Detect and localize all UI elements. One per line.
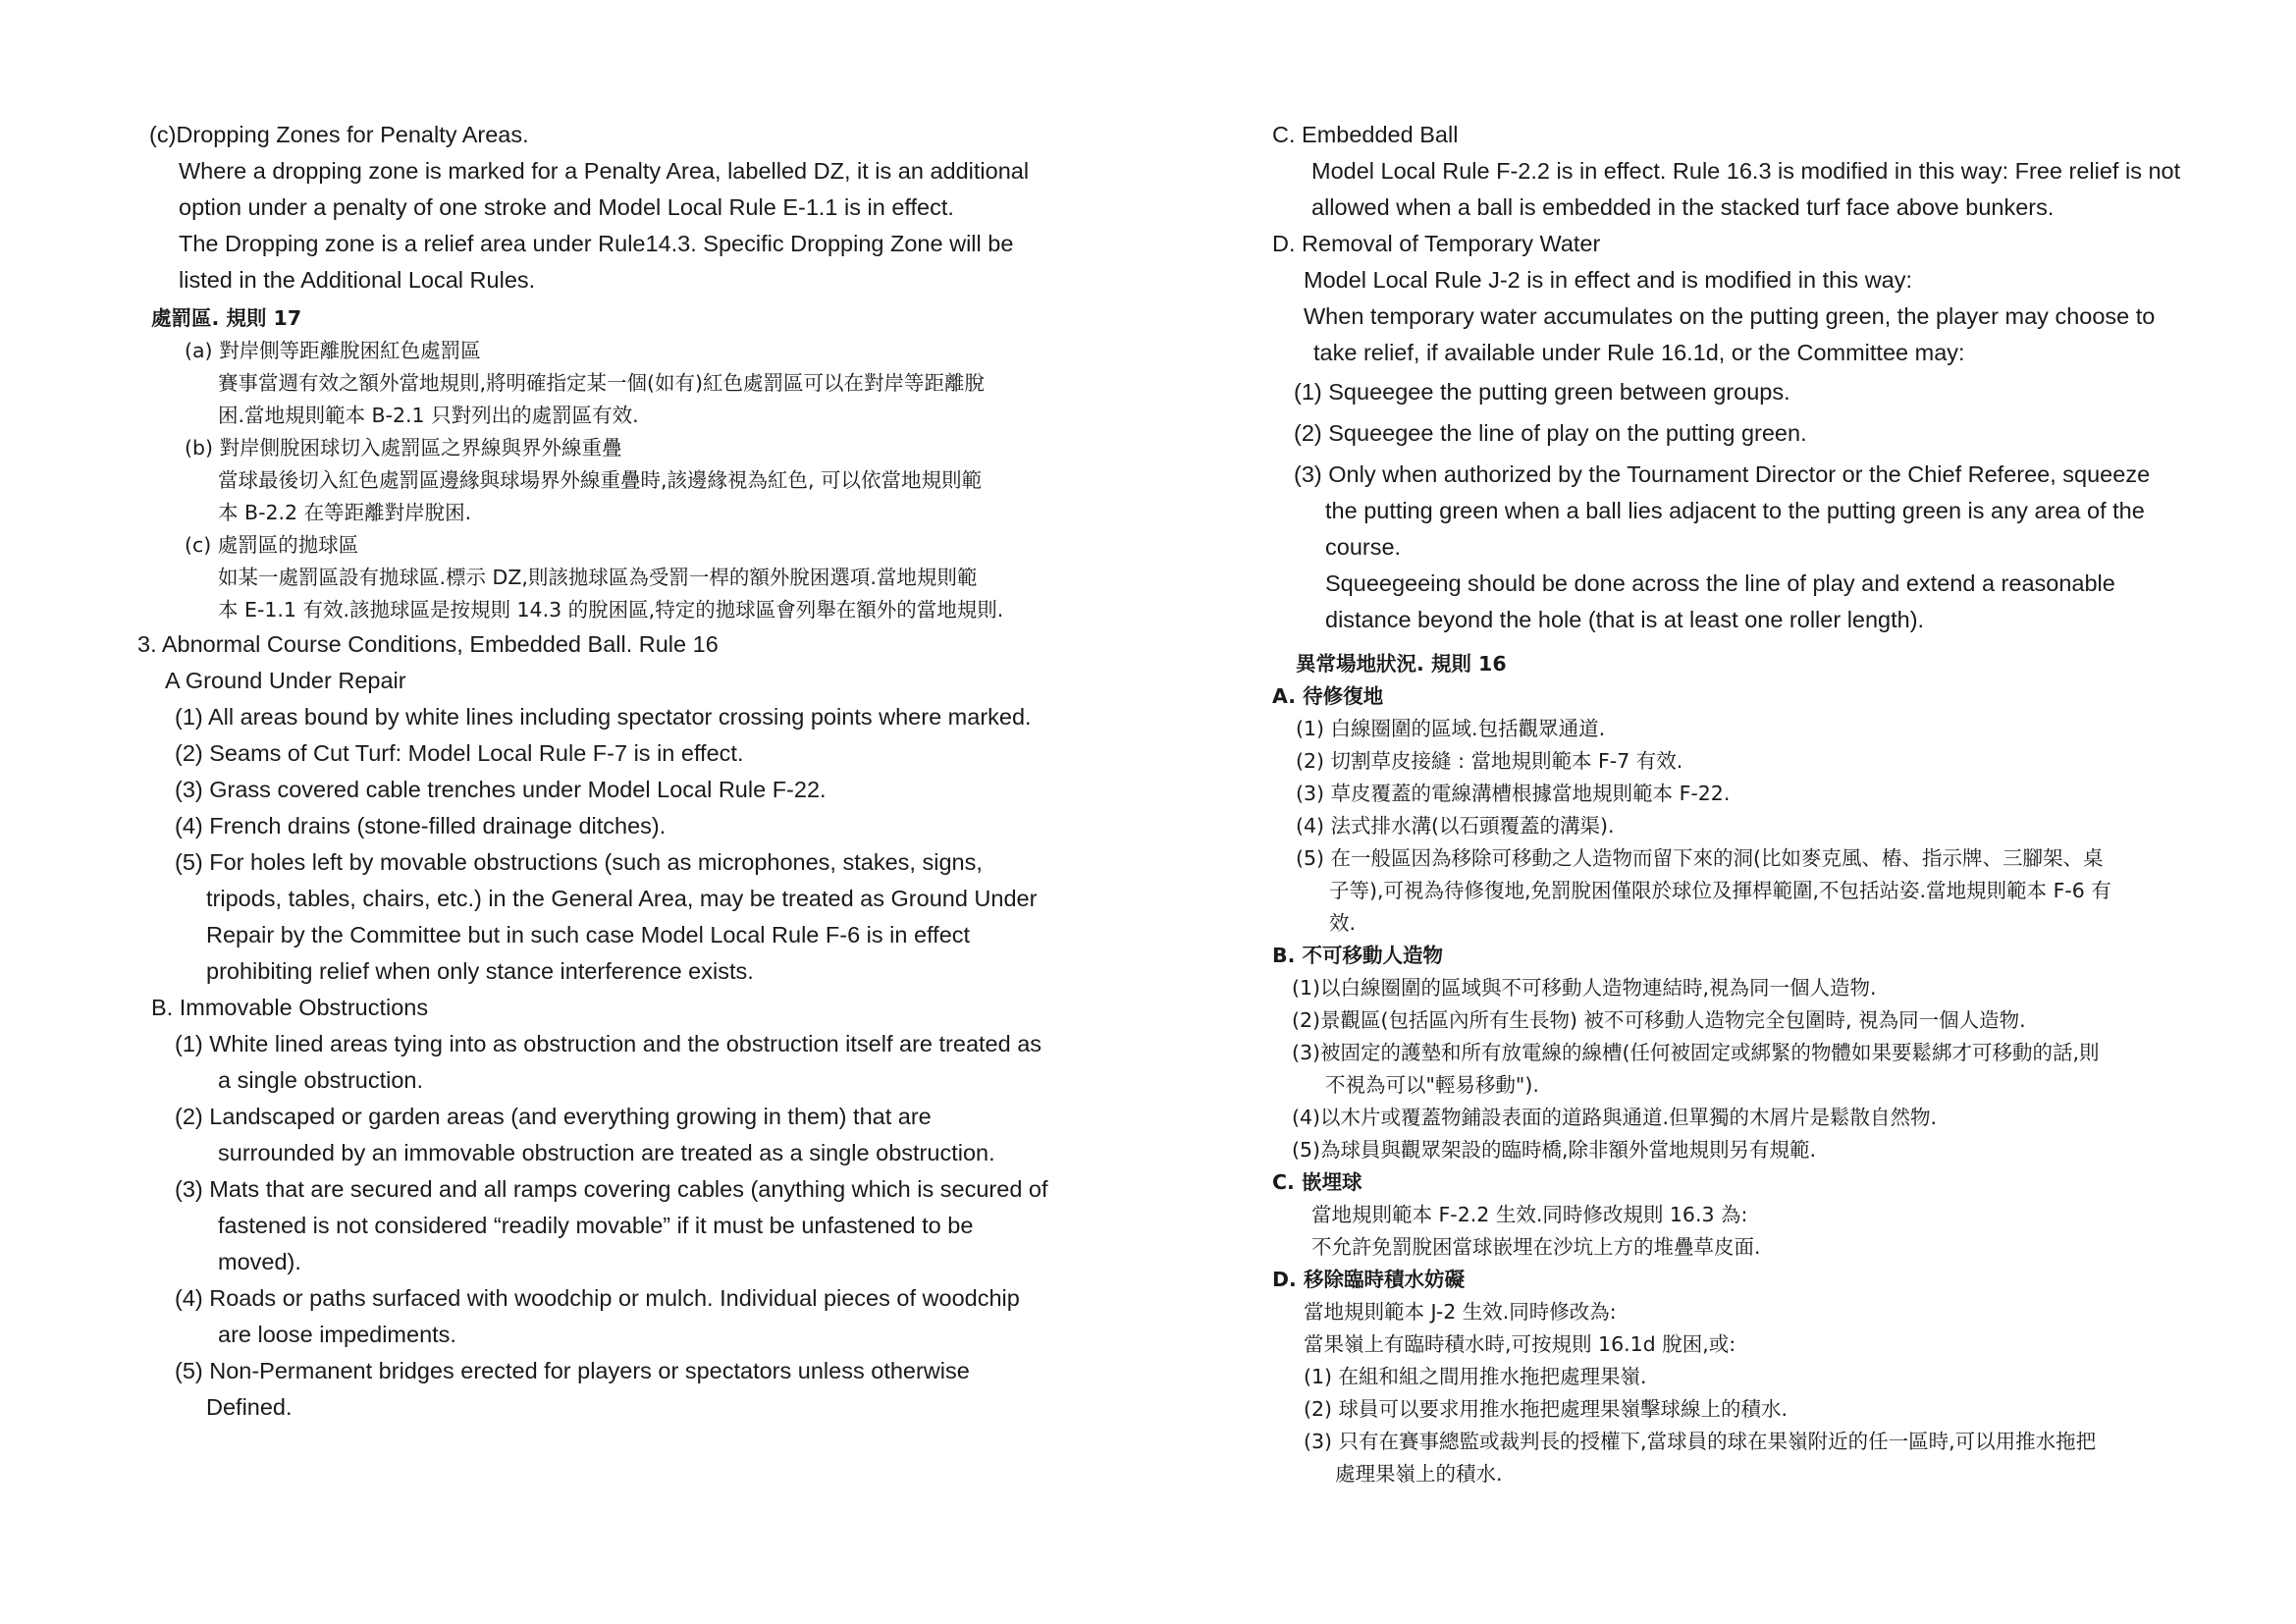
zh-subitem-title: (b) 對岸側脫困球切入處罰區之界線與界外線重疊 (185, 436, 622, 460)
zh-paragraph-line: 不允許免罰脫困當球嵌埋在沙坑上方的堆疊草皮面. (1311, 1235, 1761, 1259)
zh-list-item: (1) 在組和組之間用推水拖把處理果嶺. (1304, 1365, 1647, 1388)
zh-ground-under-repair-title: A. 待修復地 (1272, 684, 1384, 708)
zh-list-item: (4)以木片或覆蓋物鋪設表面的道路與通道.但單獨的木屑片是鬆散自然物. (1292, 1106, 1938, 1129)
list-item-continuation: moved). (218, 1249, 301, 1274)
zh-list-item: (2) 切割草皮接縫 : 當地規則範本 F-7 有效. (1296, 749, 1683, 773)
dropping-zones-title: (c)Dropping Zones for Penalty Areas. (149, 122, 529, 147)
list-item: (4) French drains (stone-filled drainage ditches). (175, 813, 667, 839)
paragraph-line: take relief, if available under Rule 16.1d, or the Committee may: (1313, 340, 1965, 365)
zh-subitem-title: (a) 對岸側等距離脫困紅色處罰區 (185, 339, 481, 362)
list-item-continuation: course. (1325, 534, 1402, 560)
zh-list-item: (5) 在一般區因為移除可移動之人造物而留下來的洞(比如麥克風、樁、指示牌、三腳架、桌 (1296, 846, 2104, 870)
list-item: (1) All areas bound by white lines including spectator crossing points where marked. (175, 704, 1032, 730)
zh-list-item: (1) 白線圈圍的區域.包括觀眾通道. (1296, 717, 1606, 740)
list-item-continuation: prohibiting relief when only stance interference exists. (206, 958, 754, 984)
zh-paragraph-line: 當地規則範本 J-2 生效.同時修改為: (1304, 1300, 1617, 1324)
paragraph-line: When temporary water accumulates on the putting green, the player may choose to (1304, 303, 2156, 329)
list-item-continuation: Repair by the Committee but in such case Model Local Rule F-6 is in effect (206, 922, 971, 947)
zh-list-item: (2) 球員可以要求用推水拖把處理果嶺擊球線上的積水. (1304, 1397, 1789, 1421)
right-column (1272, 117, 2205, 1490)
zh-temporary-water-title: D. 移除臨時積水妨礙 (1272, 1268, 1465, 1291)
zh-paragraph-line: 本 B-2.2 在等距離對岸脫困. (218, 501, 472, 524)
zh-list-item: (4) 法式排水溝(以石頭覆蓋的溝渠). (1296, 814, 1615, 838)
zh-paragraph-line: 本 E-1.1 有效.該拋球區是按規則 14.3 的脫困區,特定的拋球區會列舉在額外的當地規則. (218, 598, 1004, 622)
zh-paragraph-line: 當地規則範本 F-2.2 生效.同時修改規則 16.3 為: (1311, 1203, 1748, 1226)
list-item: (3) Grass covered cable trenches under Model Local Rule F-22. (175, 777, 827, 802)
zh-list-item: (5)為球員與觀眾架設的臨時橋,除非額外當地規則另有規範. (1292, 1138, 1817, 1162)
zh-list-item: (3) 草皮覆蓋的電線溝槽根據當地規則範本 F-22. (1296, 782, 1731, 805)
zh-list-item: (3)被固定的護墊和所有放電線的線槽(任何被固定或綁緊的物體如果要鬆綁才可移動的話,則 (1292, 1041, 2100, 1064)
zh-list-item: (2)景觀區(包括區內所有生長物) 被不可移動人造物完全包圍時, 視為同一個人造物. (1292, 1008, 2026, 1032)
list-item: (2) Landscaped or garden areas (and everything growing in them) that are (175, 1104, 932, 1129)
list-item-continuation: tripods, tables, chairs, etc.) in the General Area, may be treated as Ground Under (206, 886, 1038, 911)
paragraph-line: listed in the Additional Local Rules. (179, 267, 536, 293)
list-item: (5) For holes left by movable obstructions (such as microphones, stakes, signs, (175, 849, 983, 875)
zh-list-item-continuation: 子等),可視為待修復地,免罰脫困僅限於球位及揮桿範圍,不包括站姿.當地規則範本 F-6 有 (1329, 879, 2111, 902)
zh-paragraph-line: 當球最後切入紅色處罰區邊緣與球場界外線重疊時,該邊緣視為紅色, 可以依當地規則範 (218, 468, 983, 492)
list-item-continuation: distance beyond the hole (that is at least one roller length). (1325, 607, 1925, 632)
list-item-continuation: fastened is not considered “readily movable” if it must be unfastened to be (218, 1213, 974, 1238)
paragraph-line: Model Local Rule F-2.2 is in effect. Rule 16.3 is modified in this way: Free relief is not (1311, 158, 2181, 184)
left-column (137, 117, 1080, 1426)
paragraph-line: The Dropping zone is a relief area under Rule14.3. Specific Dropping Zone will be (179, 231, 1014, 256)
zh-section-title: 異常場地狀況. 規則 16 (1296, 652, 1507, 676)
zh-paragraph-line: 困.當地規則範本 B-2.1 只對列出的處罰區有效. (218, 404, 639, 427)
zh-list-item-continuation: 效. (1329, 911, 1357, 935)
zh-paragraph-line: 當果嶺上有臨時積水時,可按規則 16.1d 脫困,或: (1304, 1332, 1736, 1356)
list-item: (2) Squeegee the line of play on the putting green. (1294, 420, 1807, 446)
list-item: (1) Squeegee the putting green between groups. (1294, 379, 1790, 405)
list-item: (4) Roads or paths surfaced with woodchip or mulch. Individual pieces of woodchip (175, 1285, 1020, 1311)
section-3-title: 3. Abnormal Course Conditions, Embedded Ball. Rule 16 (137, 631, 719, 657)
zh-list-item: (3) 只有在賽事總監或裁判長的授權下,當球員的球在果嶺附近的任一區時,可以用推水拖把 (1304, 1430, 2097, 1453)
list-item: (3) Only when authorized by the Tournament Director or the Chief Referee, squeeze (1294, 461, 2151, 487)
paragraph-line: allowed when a ball is embedded in the stacked turf face above bunkers. (1311, 194, 2055, 220)
zh-subitem-title: (c) 處罰區的拋球區 (185, 533, 359, 557)
zh-list-item-continuation: 處理果嶺上的積水. (1335, 1462, 1503, 1486)
zh-embedded-ball-title: C. 嵌埋球 (1272, 1170, 1362, 1194)
zh-paragraph-line: 如某一處罰區設有拋球區.標示 DZ,則該拋球區為受罰一桿的額外脫困選項.當地規則範 (218, 566, 978, 589)
zh-list-item: (1)以白線圈圍的區域與不可移動人造物連結時,視為同一個人造物. (1292, 976, 1877, 1000)
temporary-water-title: D. Removal of Temporary Water (1272, 231, 1601, 256)
zh-immovable-title: B. 不可移動人造物 (1272, 944, 1444, 967)
list-item: (3) Mats that are secured and all ramps covering cables (anything which is secured of (175, 1176, 1048, 1202)
list-item: (2) Seams of Cut Turf: Model Local Rule F-7 is in effect. (175, 740, 744, 766)
paragraph-line: Model Local Rule J-2 is in effect and is modified in this way: (1304, 267, 1913, 293)
paragraph-line: Where a dropping zone is marked for a Penalty Area, labelled DZ, it is an additional (179, 158, 1030, 184)
list-item-continuation: surrounded by an immovable obstruction are treated as a single obstruction. (218, 1140, 995, 1165)
zh-paragraph-line: 賽事當週有效之額外當地規則,將明確指定某一個(如有)紅色處罰區可以在對岸等距離脫 (218, 371, 986, 395)
zh-list-item-continuation: 不視為可以"輕易移動"). (1325, 1073, 1539, 1097)
list-item-continuation: the putting green when a ball lies adjacent to the putting green is any area of the (1325, 498, 2145, 523)
paragraph-line: option under a penalty of one stroke and Model Local Rule E-1.1 is in effect. (179, 194, 954, 220)
list-item-continuation: are loose impediments. (218, 1322, 456, 1347)
penalty-area-heading: 處罰區. 規則 17 (151, 306, 302, 330)
immovable-obstructions-title: B. Immovable Obstructions (151, 995, 429, 1020)
ground-under-repair-title: A Ground Under Repair (165, 668, 406, 693)
list-item: (1) White lined areas tying into as obstruction and the obstruction itself are treated as (175, 1031, 1042, 1056)
list-item: (5) Non-Permanent bridges erected for players or spectators unless otherwise (175, 1358, 970, 1383)
embedded-ball-title: C. Embedded Ball (1272, 122, 1459, 147)
list-item-continuation: a single obstruction. (218, 1067, 424, 1093)
list-item-continuation: Defined. (206, 1394, 293, 1420)
list-item-continuation: Squeegeeing should be done across the line of play and extend a reasonable (1325, 570, 2115, 596)
